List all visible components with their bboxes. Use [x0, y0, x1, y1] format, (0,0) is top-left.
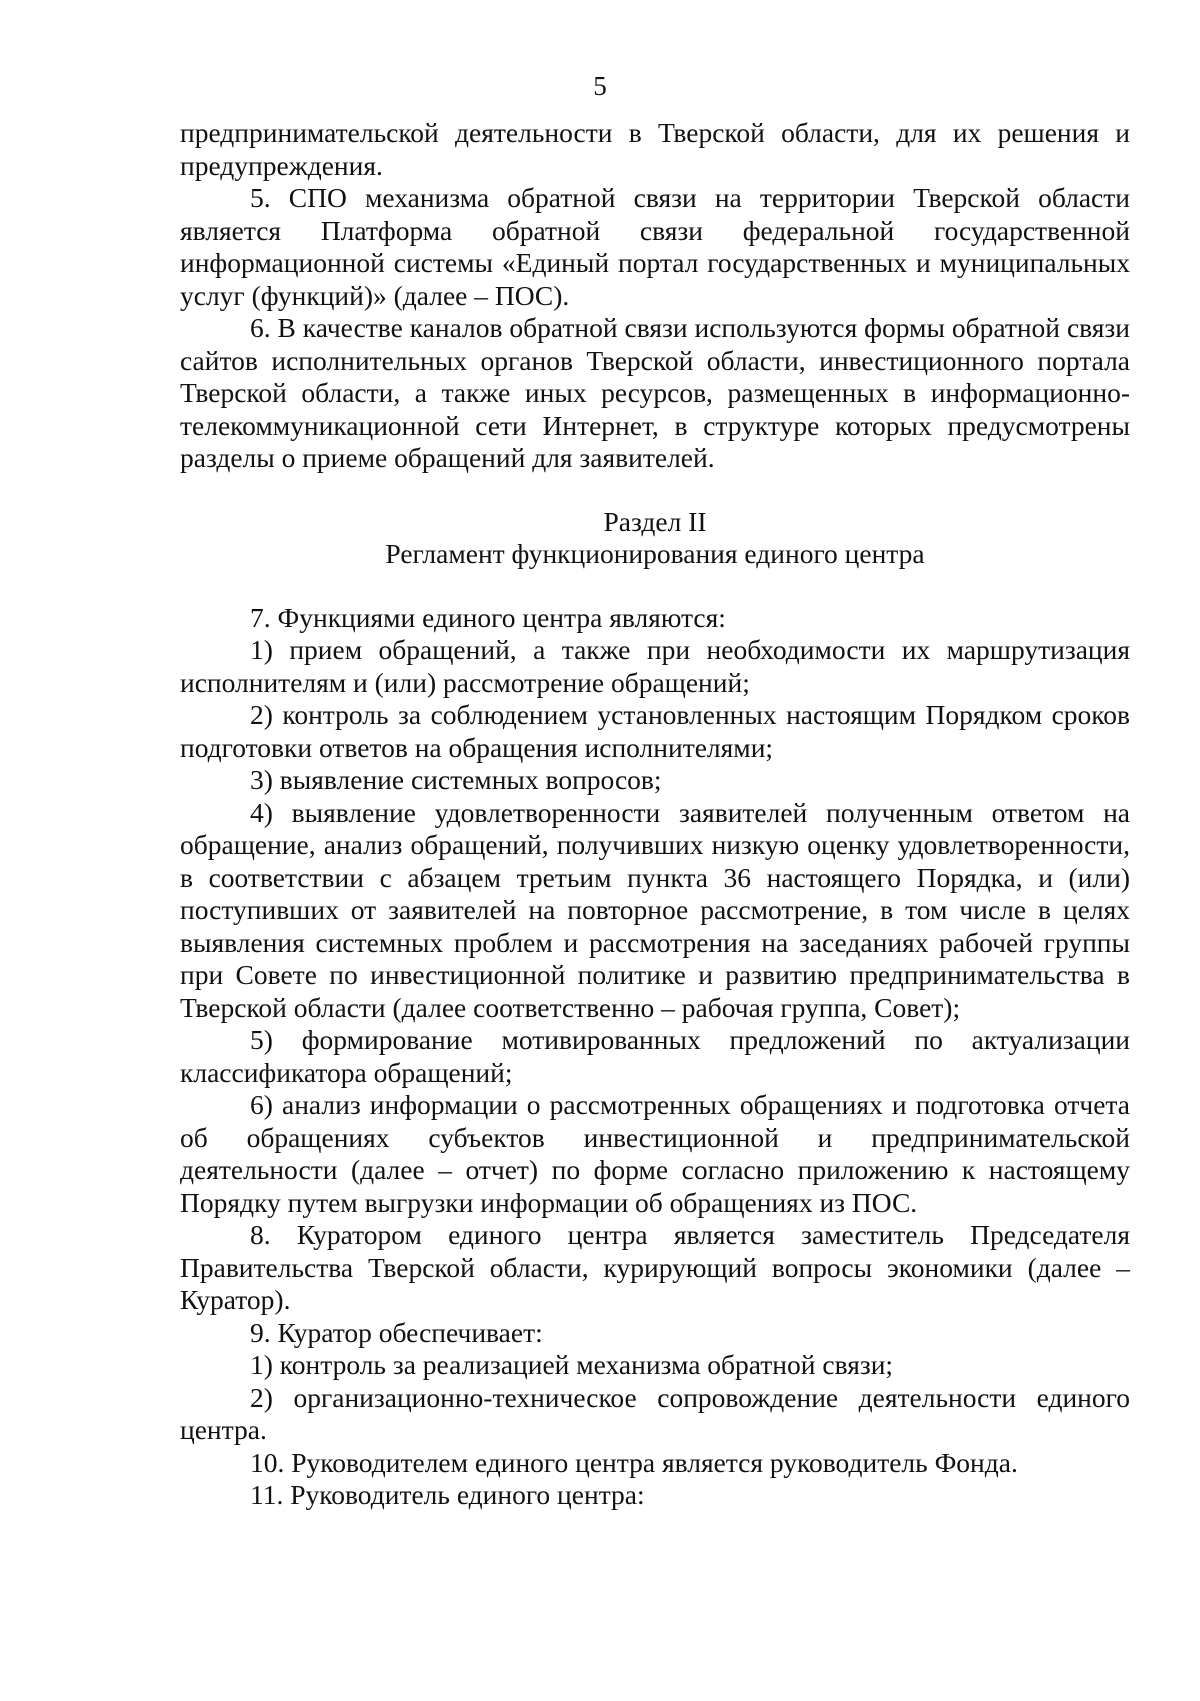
paragraph: 8. Куратором единого центра является заместитель Председателя Правительства Тверской области, курирующий вопросы экономики (далее – Куратор).: [180, 1219, 1130, 1315]
paragraph: 5. СПО механизма обратной связи на территории Тверской области является Платформа обратной связи федеральной государственной информационной системы «Единый портал государственных и муниципальных услуг (функций)» (далее – ПОС).: [180, 182, 1130, 311]
paragraph: 11. Руководитель единого центра:: [250, 1479, 645, 1510]
section-number: Раздел II: [603, 505, 707, 537]
list-item: 6) анализ информации о рассмотренных обращениях и подготовка отчета об обращениях субъектов инвестиционной и предпринимательской деятельности (далее – отчет) по форме согласно приложению к настоящему Порядку путем выгрузки информации об обращениях из ПОС.: [180, 1089, 1130, 1218]
list-item: 3) выявление системных вопросов;: [250, 764, 662, 795]
paragraph: 9. Куратор обеспечивает:: [250, 1316, 543, 1348]
paragraph: предпринимательской деятельности в Тверской области, для их решения и предупреждения.: [180, 117, 1130, 181]
paragraph: 7. Функциями единого центра являются:: [250, 601, 726, 633]
list-item: 4) выявление удовлетворенности заявителей полученным ответом на обращение, анализ обращений, получивших низкую оценку удовлетворенности, в соответствии с абзацем третьим пункта 36 настоящего Порядка, и (или) поступивших от заявителей на повторное рассмотрение, в том числе в целях выявления системных проблем и рассмотрения на заседаниях рабочей группы при Совете по инвестиционной политике и развитию предпринимательства в Тверской области (далее соответственно – рабочая группа, Совет);: [180, 796, 1130, 1023]
list-item: 2) контроль за соблюдением установленных настоящим Порядком сроков подготовки ответов на обращения исполнителями;: [180, 699, 1130, 763]
section-title: Регламент функционирования единого центра: [385, 538, 925, 569]
paragraph: 6. В качестве каналов обратной связи используются формы обратной связи сайтов исполнительных органов Тверской области, инвестиционного портала Тверской области, а также иных ресурсов, размещенных в информационно-телекоммуникационной сети Интернет, в структуре которых предусмотрены разделы о приеме обращений для заявителей.: [180, 312, 1130, 473]
list-item: 5) формирование мотивированных предложений по актуализации классификатора обращений;: [180, 1024, 1130, 1088]
paragraph: 10. Руководителем единого центра является руководитель Фонда.: [250, 1446, 1018, 1478]
list-item: 2) организационно-техническое сопровождение деятельности единого центра.: [180, 1381, 1130, 1445]
page-number: 5: [593, 71, 607, 101]
document-body: [180, 117, 1130, 1512]
section-body: [180, 602, 1130, 1512]
list-item: 1) контроль за реализацией механизма обратной связи;: [250, 1349, 894, 1380]
list-item: 1) прием обращений, а также при необходимости их маршрутизация исполнителям и (или) рассмотрение обращений;: [180, 634, 1130, 698]
